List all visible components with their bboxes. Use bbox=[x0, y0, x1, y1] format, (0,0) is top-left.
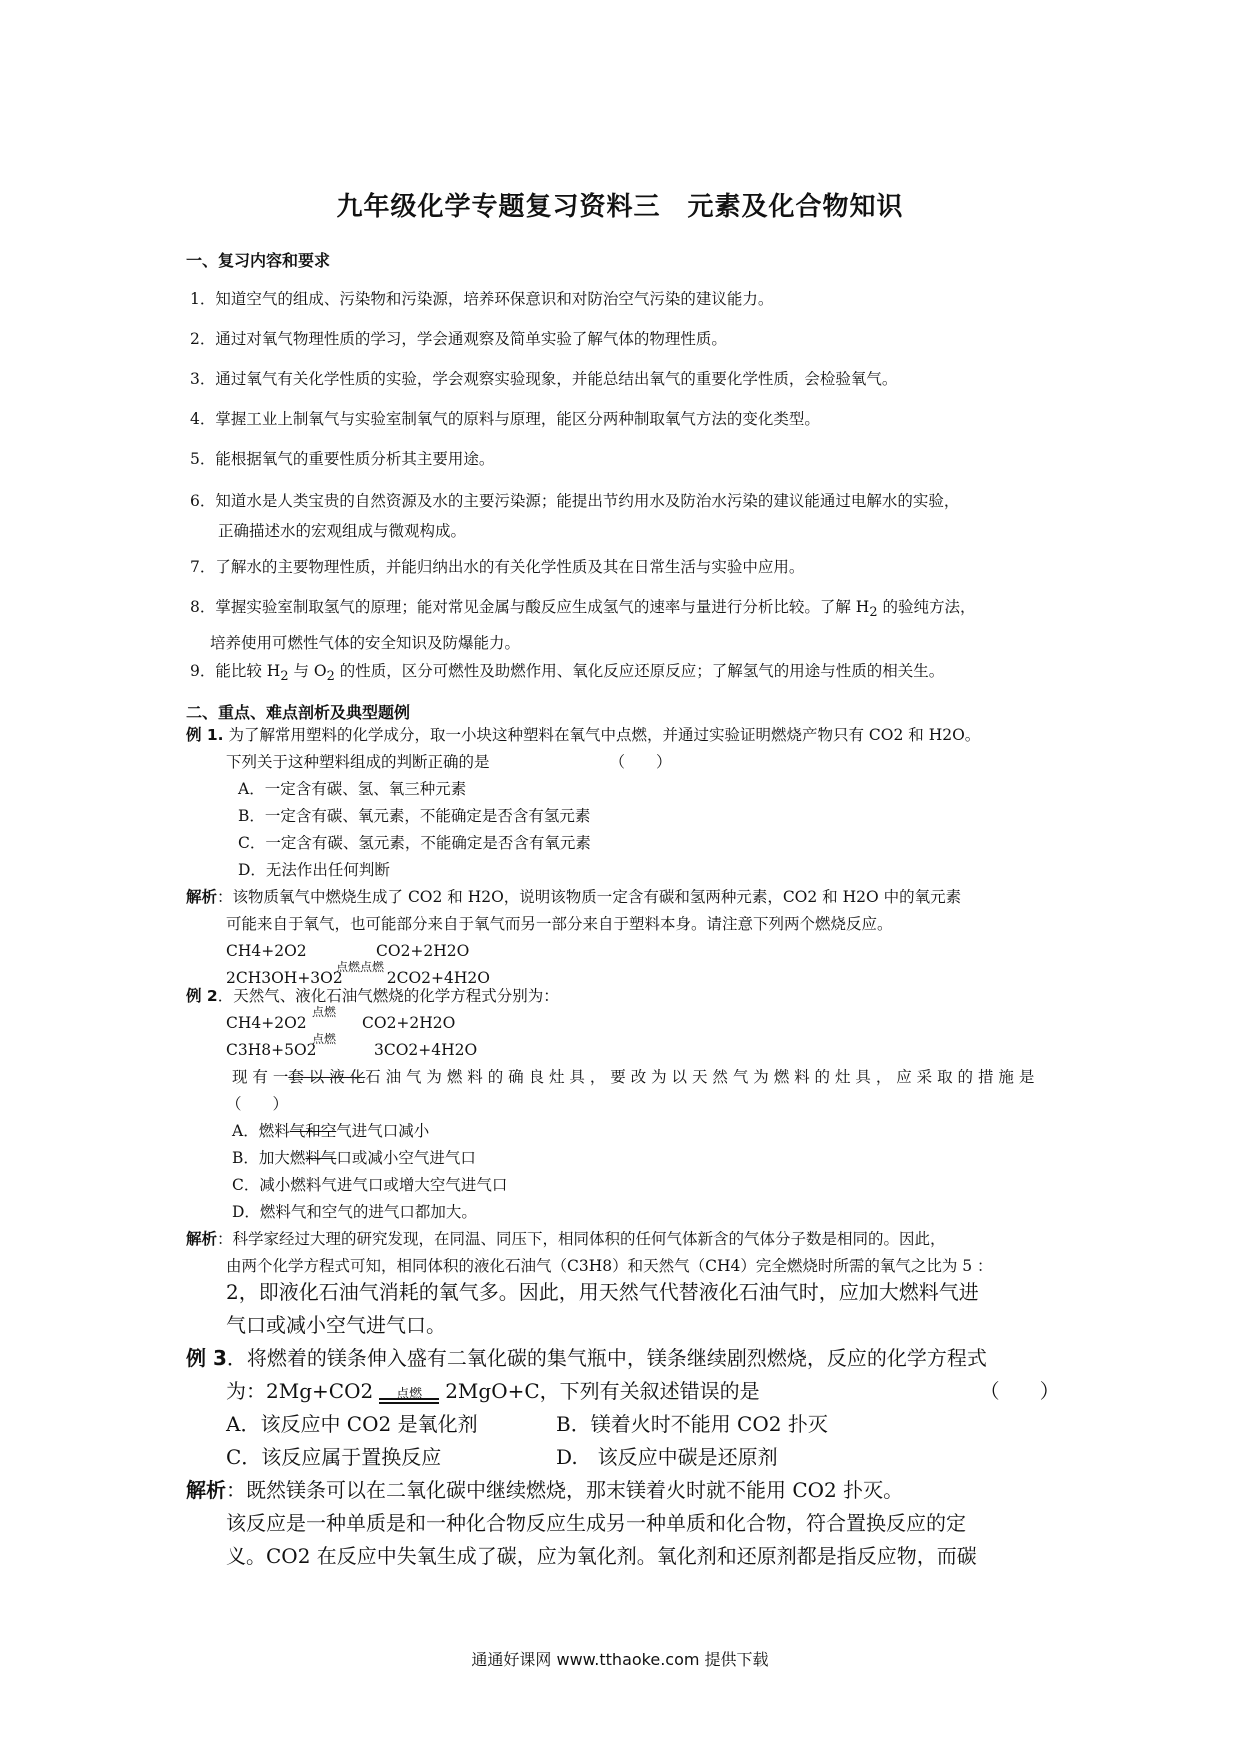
example-3-option-b: B．镁着火时不能用 CO2 扑灭 bbox=[556, 1412, 828, 1436]
item8-subscript: 2 bbox=[869, 605, 878, 621]
example-1-analysis1: ：该物质氧气中燃烧生成了 CO2 和 H2O，说明该物质一定含有碳和氢两种元素，CO2 和 H2O 中的氧元素 bbox=[217, 888, 962, 906]
example-3-answer-paren: （ ） bbox=[979, 1379, 1060, 1403]
example-1-option-b: B．一定含有碳、氧元素，不能确定是否含有氢元素 bbox=[238, 807, 591, 825]
example-1-option-a: A．一定含有碳、氢、氧三种元素 bbox=[238, 780, 467, 798]
requirement-item-8-line1 bbox=[190, 592, 1130, 628]
example-3-stem1: ．将燃着的镁条伸入盛有二氧化碳的集气瓶中，镁条继续剧烈燃烧，反应的化学方程式 bbox=[226, 1346, 987, 1370]
ex2-para-b: 石 油 气 为 燃 料 的 确 良 灶 具 ， 要 改 为 以 天 然 气 为 燃 料 的 灶 具 ， 应 采 取 的 措 施 是 bbox=[365, 1068, 1035, 1086]
example-2-analysis-continued bbox=[186, 1276, 1136, 1342]
ex2-optA-b: 气进气口减小 bbox=[336, 1122, 430, 1140]
example-1-stem1: 为了解常用塑料的化学成分，取一小块这种塑料在氧气中点燃，并通过实验证明燃烧产物只有 CO2 和 H2O。 bbox=[223, 726, 981, 744]
page-footer: 通通好课网 www.tthaoke.com 提供下载 bbox=[471, 1650, 769, 1669]
eq2-left: 2CH3OH+3O2 bbox=[226, 969, 343, 987]
example-3-analysis-line1 bbox=[186, 1474, 1136, 1507]
example-2-analysis-label: 解析 bbox=[186, 1230, 218, 1248]
example-3-analysis-line2: 该反应是一种单质是和一种化合物反应生成另一种单质和化合物，符合置换反应的定 bbox=[226, 1511, 966, 1535]
requirement-item-6 bbox=[190, 486, 1130, 546]
example-1-stem-line1 bbox=[186, 722, 1136, 749]
requirement-item-1: 1．知道空气的组成、污染物和污染源，培养环保意识和对防治空气污染的建议能力。 bbox=[190, 290, 774, 308]
example-2-option-c: C．减小燃料气进气口或增大空气进气口 bbox=[232, 1176, 508, 1194]
ex2-eq1-left: CH4+2O2 bbox=[226, 1014, 307, 1032]
item8-text-a: 8．掌握实验室制取氢气的原理；能对常见金属与酸反应生成氢气的速率与量进行分析比较。了解 H bbox=[190, 598, 870, 616]
item9-text-b: 与 O bbox=[288, 662, 327, 680]
item9-subscript-1: 2 bbox=[280, 669, 289, 685]
example-1 bbox=[186, 722, 1136, 992]
ex2-optB-strike: 料气 bbox=[305, 1149, 337, 1167]
example-1-stem2: 下列关于这种塑料组成的判断正确的是 bbox=[226, 753, 490, 771]
example-3-option-a: A．该反应中 CO2 是氧化剂 bbox=[226, 1412, 478, 1436]
example-1-option-d: D．无法作出任何判断 bbox=[238, 861, 390, 879]
requirement-item-9 bbox=[190, 656, 1130, 692]
requirement-item-6-line1: 6．知道水是人类宝贵的自然资源及水的主要污染源；能提出节约用水及防治水污染的建议能通过电解水的实验， bbox=[190, 492, 960, 510]
example-1-answer-paren: （ ） bbox=[609, 753, 672, 771]
example-3-options-row1 bbox=[186, 1408, 1136, 1441]
ex2-para-strike: 套 以 液 化 bbox=[288, 1068, 366, 1086]
example-3 bbox=[186, 1342, 1136, 1573]
section-heading-examples: 二、重点、难点剖析及典型题例 bbox=[186, 703, 411, 722]
ex2-optA-strike: 气和空 bbox=[289, 1122, 337, 1140]
ex2-eq2-right: 3CO2+4H2O bbox=[374, 1041, 478, 1059]
requirement-item-5: 5．能根据氧气的重要性质分析其主要用途。 bbox=[190, 450, 495, 468]
example-2-option-a bbox=[186, 1118, 1136, 1145]
example-3-options-row2 bbox=[186, 1441, 1136, 1474]
example-1-stem-line2 bbox=[186, 749, 1136, 776]
item9-text-a: 9．能比较 H bbox=[190, 662, 281, 680]
example-2-analysis-line1 bbox=[186, 1226, 1136, 1253]
example-3-stem2-b: 2MgO+C，下列有关叙述错误的是 bbox=[445, 1379, 760, 1403]
example-1-equation-1 bbox=[186, 938, 1136, 965]
example-3-stem2-a: 为：2Mg+CO2 bbox=[226, 1379, 374, 1403]
ex2-optB-b: 口或减小空气进气口 bbox=[336, 1149, 476, 1167]
requirement-item-6-line2: 正确描述水的宏观组成与微观构成。 bbox=[218, 522, 467, 540]
example-2-option-d: D．燃料气和空气的进气口都加大。 bbox=[232, 1203, 477, 1221]
example-3-option-c: C．该反应属于置换反应 bbox=[226, 1445, 442, 1469]
example-3-analysis-label: 解析 bbox=[186, 1478, 226, 1502]
example-3-stem-line2 bbox=[186, 1375, 1136, 1408]
example-1-analysis-label: 解析 bbox=[186, 888, 218, 906]
example-2-analysis-line4: 气口或减小空气进气口。 bbox=[226, 1313, 446, 1337]
example-2-answer-paren: （ ） bbox=[226, 1095, 289, 1113]
eq1-right: CO2+2H2O bbox=[376, 942, 470, 960]
ex2-eq2-condition: 点燃 bbox=[312, 1032, 337, 1046]
ex2-eq1-condition: 点燃 bbox=[312, 1005, 337, 1019]
example-1-analysis-line2: 可能来自于氧气，也可能部分来自于氧气而另一部分来自于塑料本身。请注意下列两个燃烧反应。 bbox=[226, 915, 893, 933]
requirement-item-7: 7．了解水的主要物理性质，并能归纳出水的有关化学性质及其在日常生活与实验中应用。 bbox=[190, 558, 805, 576]
requirement-item-8-line2: 培养使用可燃性气体的安全知识及防爆能力。 bbox=[210, 634, 521, 653]
requirement-item-3: 3．通过氧气有关化学性质的实验，学会观察实验现象，并能总结出氧气的重要化学性质，会检验氧气。 bbox=[190, 370, 898, 388]
example-2-label: 例 2 bbox=[186, 987, 218, 1005]
example-1-option-c: C．一定含有碳、氢元素，不能确定是否含有氧元素 bbox=[238, 834, 591, 852]
example-3-condition: 点燃 bbox=[396, 1387, 423, 1402]
example-3-label: 例 3 bbox=[186, 1346, 227, 1370]
item9-text-c: 的性质，区分可燃性及助燃作用、氧化反应还原反应；了解氢气的用途与性质的相关生。 bbox=[334, 662, 945, 680]
example-2-paragraph bbox=[186, 1064, 1136, 1091]
ex2-eq2-left: C3H8+5O2 bbox=[226, 1041, 317, 1059]
example-3-analysis-line3: 义。CO2 在反应中失氧生成了碳，应为氧化剂。氧化剂和还原剂都是指反应物，而碳 bbox=[226, 1544, 977, 1568]
page-title: 九年级化学专题复习资料三 元素及化合物知识 bbox=[336, 192, 904, 222]
ex2-eq1-right: CO2+2H2O bbox=[362, 1014, 456, 1032]
example-2-option-b bbox=[186, 1145, 1136, 1172]
example-3-condition-arrow bbox=[373, 1388, 445, 1404]
requirement-item-4: 4．掌握工业上制氧气与实验室制氧气的原料与原理，能区分两种制取氧气方法的变化类型。 bbox=[190, 410, 820, 428]
example-2-stem-text: ．天然气、液化石油气燃烧的化学方程式分别为： bbox=[217, 987, 559, 1005]
example-3-analysis1: ：既然镁条可以在二氧化碳中继续燃烧，那末镁着火时就不能用 CO2 扑灭。 bbox=[226, 1478, 904, 1502]
example-2-analysis1: ：科学家经过大理的研究发现，在同温、同压下，相同体积的任何气体新含的气体分子数是相同的。因此， bbox=[217, 1230, 946, 1248]
eq2-condition: 点燃点燃 bbox=[336, 960, 385, 974]
eq2-right: 2CO2+4H2O bbox=[386, 969, 490, 987]
item8-text-b: 的验纯方法， bbox=[877, 598, 976, 616]
example-2-analysis-line2: 由两个化学方程式可知，相同体积的液化石油气（C3H8）和天然气（CH4）完全燃烧时所需的氧气之比为 5 ： bbox=[226, 1257, 993, 1275]
example-3-stem-line1 bbox=[186, 1342, 1136, 1375]
eq1-left: CH4+2O2 bbox=[226, 942, 307, 960]
ex2-optB-a: B．加大燃 bbox=[232, 1149, 306, 1167]
example-1-label: 例 1. bbox=[186, 726, 224, 744]
item9-subscript-2: 2 bbox=[326, 669, 335, 685]
example-1-analysis-line1 bbox=[186, 884, 1136, 911]
example-2 bbox=[186, 983, 1136, 1280]
example-2-analysis-line3: 2，即液化石油气消耗的氧气多。因此，用天然气代替液化石油气时，应加大燃料气进 bbox=[226, 1280, 979, 1304]
section-heading-requirements: 一、复习内容和要求 bbox=[186, 251, 331, 270]
example-3-option-d: D. 该反应中碳是还原剂 bbox=[556, 1445, 778, 1469]
requirement-item-2: 2．通过对氧气物理性质的学习，学会通观察及简单实验了解气体的物理性质。 bbox=[190, 330, 727, 348]
ex2-optA-a: A．燃料 bbox=[232, 1122, 290, 1140]
example-2-equation-2 bbox=[186, 1032, 1136, 1064]
ex2-para-a: 现 有 一 bbox=[232, 1068, 289, 1086]
requirement-item-8 bbox=[190, 592, 1130, 658]
